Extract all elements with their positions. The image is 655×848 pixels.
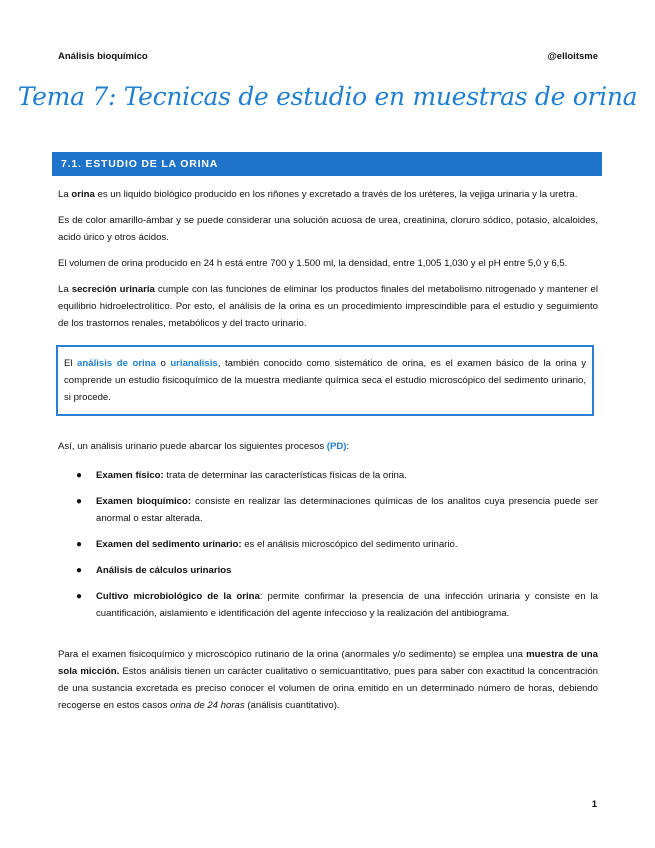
item-title: Examen físico:: [96, 470, 164, 481]
pd-tag: (PD): [326, 441, 347, 452]
item-title: Examen del sedimento urinario:: [96, 539, 242, 550]
text: Así, un análisis urinario puede abarcar los siguientes procesos: [58, 441, 327, 452]
process-list: [58, 467, 598, 622]
term-urianalisis: urianalisis: [170, 358, 218, 369]
paragraph-secrecion: [58, 281, 598, 332]
item-title: Cultivo microbiológico de la orina: [96, 591, 260, 602]
term-secrecion: secreción urinaria: [71, 284, 155, 295]
callout-box: [56, 345, 594, 416]
list-item: [58, 562, 598, 579]
item-title: Examen bioquímico:: [96, 496, 192, 507]
term-sola-miccion: muestra de una sola micción.: [58, 649, 598, 677]
callout-text: [64, 355, 586, 406]
term-24h: orina de 24 horas: [170, 700, 245, 711]
item-text: trata de determinar las características físicas de la orina.: [163, 470, 407, 481]
bullet-icon: ●: [76, 591, 83, 602]
header-author: @elloitsme: [547, 51, 598, 62]
item-text: consiste en realizar las determinaciones químicas de los analitos cuya presencia puede ser anormal o estar alterada.: [96, 496, 598, 524]
text: Para el examen fisicoquímico y microscópico rutinario de la orina (anormales y/o sedimento) se emplea una: [58, 649, 527, 660]
section-heading-text: 7.1. ESTUDIO DE LA ORINA: [61, 158, 219, 170]
list-item: [58, 467, 598, 484]
term-orina: orina: [71, 189, 95, 200]
text: es un liquido biológico producido en los riñones y excretado a través de los uréteres, la vejiga urinaria y la uretra.: [94, 189, 578, 200]
paragraph-orina-definition: [58, 186, 598, 203]
paragraph-muestra: [58, 646, 598, 714]
text: (análisis cuantitativo).: [244, 700, 340, 711]
item-text: es el análisis microscópico del sedimento urinario.: [241, 539, 458, 550]
paragraph-volume: El volumen de orina producido en 24 h está entre 700 y 1.500 ml, la densidad, entre 1,005 1,030 y el pH entre 5,0 y 6,5.: [58, 258, 568, 269]
bullet-icon: ●: [76, 539, 83, 550]
text: :: [346, 441, 350, 452]
bullet-icon: ●: [76, 565, 83, 576]
text: El: [64, 358, 78, 369]
bullet-icon: ●: [76, 496, 83, 507]
text: , también conocido como sistemático de orina, es el examen básico de la orina y comprende un estudio fisicoquímico de la muestra mediante química seca el estudio microscópico del sedimento urinario, si procede.: [64, 358, 587, 403]
text: o: [155, 358, 171, 369]
page-title: Tema 7: Tecnicas de estudio en muestras de orina: [17, 82, 638, 111]
item-text: : permite confirmar la presencia de una infección urinaria y consiste en la cuantificación, aislamiento e identificación del agente infeccioso y la realización del antibiograma.: [96, 591, 598, 619]
paragraph-color: Es de color amarillo-ámbar y se puede considerar una solución acuosa de urea, creatinina, cloruro sódico, potasio, alcaloides, acido úrico y otros ácidos.: [58, 215, 598, 243]
text: Estos análisis tienen un carácter cualitativo o semicuantitativo, pues para saber con exactitud la concentración de una sustancia excretada es preciso conocer el volumen de orina emitido en un determinado número de horas, debiendo recogerse en estos casos: [58, 666, 598, 711]
text: La: [58, 189, 72, 200]
section-heading: [52, 152, 602, 176]
list-item: [58, 536, 598, 553]
text: cumple con las funciones de eliminar los productos finales del metabolismo nitrogenado y mantener el equilibrio hidroelectrolítico. Por esto, el análisis de la orina es un procedimiento imprescindible para el estudio y seguimiento de los trastornos renales, metabólicos y del tracto urinario.: [58, 284, 598, 329]
list-item: [58, 493, 598, 527]
bullet-icon: ●: [76, 470, 83, 481]
item-title: Análisis de cálculos urinarios: [96, 565, 232, 576]
header-subject: Análisis bioquímico: [58, 51, 148, 62]
paragraph-intro-processes: [58, 438, 598, 455]
list-item: [58, 588, 598, 622]
term-analisis-orina: análisis de orina: [77, 358, 156, 369]
text: La: [58, 284, 72, 295]
page-number: 1: [591, 799, 597, 810]
document-body: [58, 186, 598, 723]
